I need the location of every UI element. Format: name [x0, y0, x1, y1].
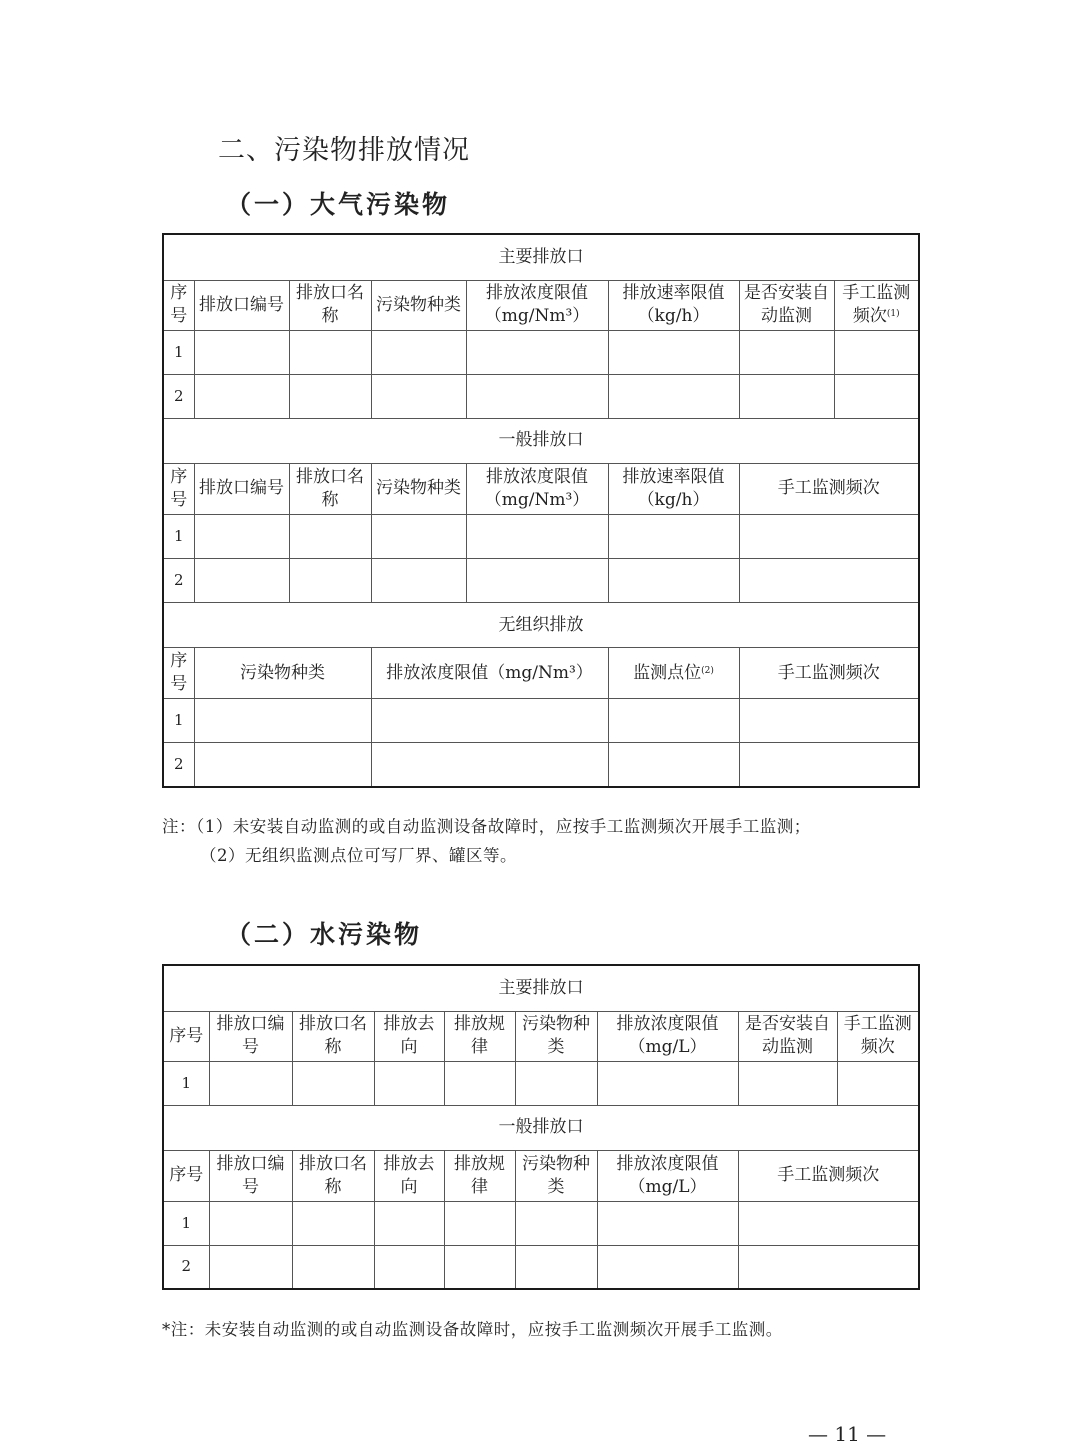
table-cell[interactable]	[374, 1245, 444, 1289]
table-cell[interactable]	[371, 559, 466, 603]
water-main-title: 主要排放口	[163, 965, 919, 1011]
row-index: 2	[163, 559, 194, 603]
col-header: 是否安装自动监测	[738, 1011, 837, 1061]
air-fugitive-title: 无组织排放	[163, 603, 919, 648]
table-row	[163, 330, 919, 374]
table-cell[interactable]	[739, 699, 919, 743]
row-index: 2	[163, 1245, 209, 1289]
table-cell[interactable]	[374, 1201, 444, 1245]
air-general-header-row	[163, 463, 919, 514]
table-cell[interactable]	[194, 699, 371, 743]
section-title: 二、污染物排放情况	[218, 135, 470, 166]
col-header: 排放口名称	[292, 1011, 374, 1061]
table-row	[163, 559, 919, 603]
col-header: 手工监测频次	[837, 1011, 919, 1061]
col-header: 排放浓度限值（mg/Nm³）	[466, 463, 608, 514]
table-cell[interactable]	[608, 559, 739, 603]
table-cell[interactable]	[597, 1061, 738, 1105]
table-cell[interactable]	[444, 1245, 515, 1289]
col-header: 排放口编号	[209, 1011, 292, 1061]
table-cell[interactable]	[466, 514, 608, 558]
col-header: 污染物种类	[515, 1150, 597, 1201]
table-cell[interactable]	[371, 699, 608, 743]
table-cell[interactable]	[194, 374, 289, 418]
water-general-title: 一般排放口	[163, 1105, 919, 1150]
water-main-header-row	[163, 1011, 919, 1061]
col-header: 排放浓度限值（mg/Nm³）	[466, 280, 608, 330]
air-note-1: 注：（1）未安装自动监测的或自动监测设备故障时，应按手工监测频次开展手工监测；	[162, 817, 811, 836]
col-header: 序号	[163, 648, 194, 699]
col-header: 排放浓度限值（mg/L）	[597, 1011, 738, 1061]
col-header: 排放速率限值（kg/h）	[608, 463, 739, 514]
table-cell[interactable]	[515, 1245, 597, 1289]
air-general-title: 一般排放口	[163, 418, 919, 463]
water-general-header-row	[163, 1150, 919, 1201]
col-header: 排放口编号	[209, 1150, 292, 1201]
col-header: 排放去向	[374, 1150, 444, 1201]
table-cell[interactable]	[209, 1201, 292, 1245]
table-row	[163, 514, 919, 558]
col-header: 手工监测频次	[739, 463, 919, 514]
col-header: 排放口名称	[292, 1150, 374, 1201]
row-index: 1	[163, 1201, 209, 1245]
row-index: 1	[163, 1061, 209, 1105]
row-index: 2	[163, 743, 194, 787]
col-header: 污染物种类	[371, 463, 466, 514]
table-cell[interactable]	[739, 514, 919, 558]
table-cell[interactable]	[289, 559, 371, 603]
table-cell[interactable]	[834, 330, 919, 374]
col-header: 序号	[163, 1150, 209, 1201]
table-cell[interactable]	[739, 743, 919, 787]
water-note: *注：未安装自动监测的或自动监测设备故障时，应按手工监测频次开展手工监测。	[162, 1320, 783, 1339]
table-cell[interactable]	[834, 374, 919, 418]
air-heading: （一）大气污染物	[226, 190, 451, 219]
col-header: 排放口名称	[289, 463, 371, 514]
table-cell[interactable]	[515, 1201, 597, 1245]
table-cell[interactable]	[371, 374, 466, 418]
table-cell[interactable]	[292, 1061, 374, 1105]
table-cell[interactable]	[738, 1245, 919, 1289]
table-cell[interactable]	[739, 374, 834, 418]
table-cell[interactable]	[374, 1061, 444, 1105]
col-header: 手工监测频次	[738, 1150, 919, 1201]
air-main-header-row	[163, 280, 919, 330]
water-pollutant-table	[162, 964, 920, 1290]
table-cell[interactable]	[739, 330, 834, 374]
table-row	[163, 699, 919, 743]
table-cell[interactable]	[597, 1245, 738, 1289]
col-header: 排放规律	[444, 1011, 515, 1061]
col-header: 手工监测频次$^{(1)}$	[834, 280, 919, 330]
table-cell[interactable]	[209, 1245, 292, 1289]
table-cell[interactable]	[371, 514, 466, 558]
col-header: 监测点位$^{(2)}$	[608, 648, 739, 699]
table-cell[interactable]	[194, 559, 289, 603]
table-cell[interactable]	[608, 514, 739, 558]
col-header: 排放口编号	[194, 463, 289, 514]
table-row	[163, 1245, 919, 1289]
col-header: 是否安装自动监测	[739, 280, 834, 330]
table-cell[interactable]	[466, 374, 608, 418]
air-note-2: （2）无组织监测点位可写厂界、罐区等。	[200, 846, 517, 865]
table-cell[interactable]	[292, 1201, 374, 1245]
table-cell[interactable]	[738, 1061, 837, 1105]
footnote-ref: (2)	[701, 665, 714, 676]
table-cell[interactable]	[739, 559, 919, 603]
col-header: 序号	[163, 280, 194, 330]
col-header: 污染物种类	[194, 648, 371, 699]
col-header: 排放口编号	[194, 280, 289, 330]
table-row	[163, 1061, 919, 1105]
col-header: 序号	[163, 463, 194, 514]
col-header: 排放速率限值（kg/h）	[608, 280, 739, 330]
table-row	[163, 374, 919, 418]
col-header: 排放浓度限值（mg/L）	[597, 1150, 738, 1201]
air-main-title: 主要排放口	[163, 234, 919, 280]
col-header: 排放口名称	[289, 280, 371, 330]
row-index: 1	[163, 699, 194, 743]
table-cell[interactable]	[444, 1201, 515, 1245]
table-cell[interactable]	[608, 374, 739, 418]
table-row	[163, 743, 919, 787]
footnote-ref: (1)	[886, 309, 900, 320]
page-number: — 11 —	[808, 1422, 887, 1446]
row-index: 1	[163, 330, 194, 374]
table-cell[interactable]	[837, 1061, 919, 1105]
col-header: 排放去向	[374, 1011, 444, 1061]
air-fugitive-header-row	[163, 648, 919, 699]
table-cell[interactable]	[597, 1201, 738, 1245]
table-cell[interactable]	[194, 330, 289, 374]
table-cell[interactable]	[608, 330, 739, 374]
table-cell[interactable]	[289, 330, 371, 374]
table-row	[163, 1201, 919, 1245]
table-cell[interactable]	[194, 514, 289, 558]
table-cell[interactable]	[292, 1245, 374, 1289]
col-header: 污染物种类	[371, 280, 466, 330]
air-pollutant-table	[162, 233, 920, 788]
table-cell[interactable]	[466, 330, 608, 374]
col-header: 手工监测频次	[739, 648, 919, 699]
table-cell[interactable]	[209, 1061, 292, 1105]
table-cell[interactable]	[738, 1201, 919, 1245]
col-header: 污染物种类	[515, 1011, 597, 1061]
table-cell[interactable]	[194, 743, 371, 787]
table-cell[interactable]	[371, 743, 608, 787]
table-cell[interactable]	[371, 330, 466, 374]
table-cell[interactable]	[608, 699, 739, 743]
table-cell[interactable]	[515, 1061, 597, 1105]
col-header: 排放规律	[444, 1150, 515, 1201]
table-cell[interactable]	[289, 374, 371, 418]
col-header: 排放浓度限值（mg/Nm³）	[371, 648, 608, 699]
table-cell[interactable]	[444, 1061, 515, 1105]
row-index: 2	[163, 374, 194, 418]
table-cell[interactable]	[289, 514, 371, 558]
table-cell[interactable]	[466, 559, 608, 603]
water-heading: （二）水污染物	[226, 920, 423, 949]
table-cell[interactable]	[608, 743, 739, 787]
col-header: 序号	[163, 1011, 209, 1061]
row-index: 1	[163, 514, 194, 558]
